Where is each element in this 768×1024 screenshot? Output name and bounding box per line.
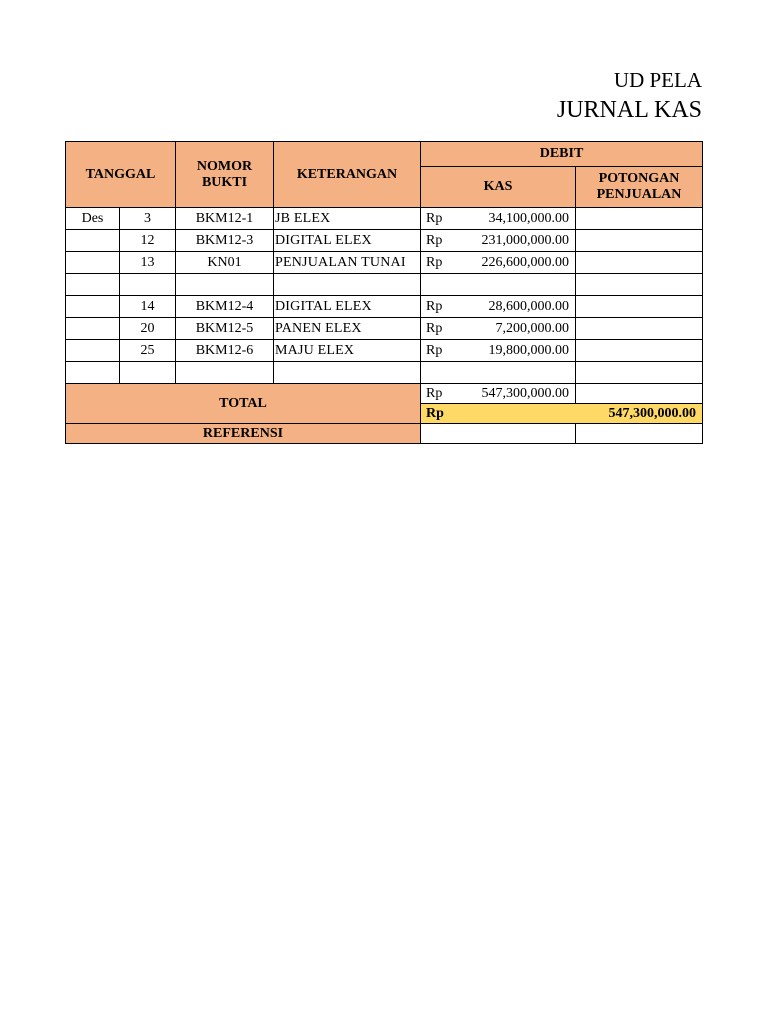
referensi-potongan — [576, 424, 703, 444]
cell-kas-amount: 28,600,000.00 — [488, 298, 569, 314]
cell-month — [66, 362, 120, 384]
grand-total-currency: Rp — [426, 405, 444, 421]
table-row — [66, 296, 703, 318]
grand-total-amount: 547,300,000.00 — [608, 405, 697, 421]
cell-kas — [421, 230, 576, 252]
cell-kas-amount: 7,200,000.00 — [495, 320, 569, 336]
cell-month — [66, 296, 120, 318]
cell-month — [66, 274, 120, 296]
cell-day — [120, 274, 176, 296]
cell-keterangan: DIGITAL ELEX — [274, 230, 421, 252]
cell-day: 3 — [120, 208, 176, 230]
cell-bukti — [176, 362, 274, 384]
cash-journal-table — [65, 141, 703, 444]
header-keterangan: KETERANGAN — [274, 142, 421, 208]
cell-kas-currency: Rp — [426, 298, 443, 314]
cell-kas-amount: 231,000,000.00 — [481, 232, 569, 248]
cell-day: 12 — [120, 230, 176, 252]
journal-title: JURNAL KAS — [556, 97, 702, 123]
cell-day: 14 — [120, 296, 176, 318]
cell-kas — [421, 340, 576, 362]
company-name: UD PELA — [613, 68, 702, 92]
total-potongan — [576, 384, 703, 404]
table-row — [66, 274, 703, 296]
cell-potongan — [576, 296, 703, 318]
cell-bukti: BKM12-3 — [176, 230, 274, 252]
total-kas-amount: 547,300,000.00 — [481, 385, 569, 401]
total-kas-currency: Rp — [426, 385, 443, 401]
header-debit: DEBIT — [421, 142, 703, 167]
header-nomor-bukti — [176, 142, 274, 208]
header-tanggal: TANGGAL — [66, 142, 176, 208]
referensi-kas — [421, 424, 576, 444]
cell-bukti: BKM12-1 — [176, 208, 274, 230]
cell-kas — [421, 274, 576, 296]
table-row — [66, 318, 703, 340]
cell-kas — [421, 208, 576, 230]
cell-kas — [421, 296, 576, 318]
grand-total — [421, 404, 703, 424]
cell-month — [66, 252, 120, 274]
cell-kas — [421, 318, 576, 340]
cell-day: 25 — [120, 340, 176, 362]
header-kas: KAS — [421, 167, 576, 208]
table-row — [66, 340, 703, 362]
referensi-row — [66, 424, 703, 444]
cell-kas-amount: 19,800,000.00 — [488, 342, 569, 358]
cell-potongan — [576, 208, 703, 230]
cell-potongan — [576, 318, 703, 340]
cell-keterangan: MAJU ELEX — [274, 340, 421, 362]
total-label: TOTAL — [66, 384, 421, 424]
cell-potongan — [576, 340, 703, 362]
cell-month — [66, 340, 120, 362]
cell-keterangan: DIGITAL ELEX — [274, 296, 421, 318]
cell-kas-currency: Rp — [426, 342, 443, 358]
table-row — [66, 230, 703, 252]
cell-keterangan: PENJUALAN TUNAI — [274, 252, 421, 274]
cell-bukti — [176, 274, 274, 296]
cell-keterangan — [274, 274, 421, 296]
cell-kas — [421, 362, 576, 384]
cell-keterangan — [274, 362, 421, 384]
cell-bukti: BKM12-5 — [176, 318, 274, 340]
header-nomor-bukti-text: NOMOR BUKTI — [196, 158, 253, 190]
table-row — [66, 252, 703, 274]
journal-body — [66, 142, 703, 444]
cell-month — [66, 318, 120, 340]
cell-kas-currency: Rp — [426, 232, 443, 248]
total-row-1 — [66, 384, 703, 404]
cell-potongan — [576, 362, 703, 384]
cell-keterangan: JB ELEX — [274, 208, 421, 230]
table-row — [66, 362, 703, 384]
cell-kas-currency: Rp — [426, 254, 443, 270]
cell-day: 13 — [120, 252, 176, 274]
cell-kas-amount: 34,100,000.00 — [488, 210, 569, 226]
header-row-1 — [66, 142, 703, 167]
cell-bukti: KN01 — [176, 252, 274, 274]
cell-kas — [421, 252, 576, 274]
cell-potongan — [576, 274, 703, 296]
cell-potongan — [576, 230, 703, 252]
cell-day: 20 — [120, 318, 176, 340]
table-row — [66, 208, 703, 230]
cell-kas-currency: Rp — [426, 210, 443, 226]
cell-month: Des — [66, 208, 120, 230]
cell-bukti: BKM12-4 — [176, 296, 274, 318]
cell-day — [120, 362, 176, 384]
header-potongan-penjualan-text: POTONGAN PENJUALAN — [596, 171, 682, 202]
referensi-label: REFERENSI — [66, 424, 421, 444]
cell-kas-currency: Rp — [426, 320, 443, 336]
cell-bukti: BKM12-6 — [176, 340, 274, 362]
header-potongan-penjualan — [576, 167, 703, 208]
cell-potongan — [576, 252, 703, 274]
cell-month — [66, 230, 120, 252]
cell-keterangan: PANEN ELEX — [274, 318, 421, 340]
cell-kas-amount: 226,600,000.00 — [481, 254, 569, 270]
total-kas — [421, 384, 576, 404]
